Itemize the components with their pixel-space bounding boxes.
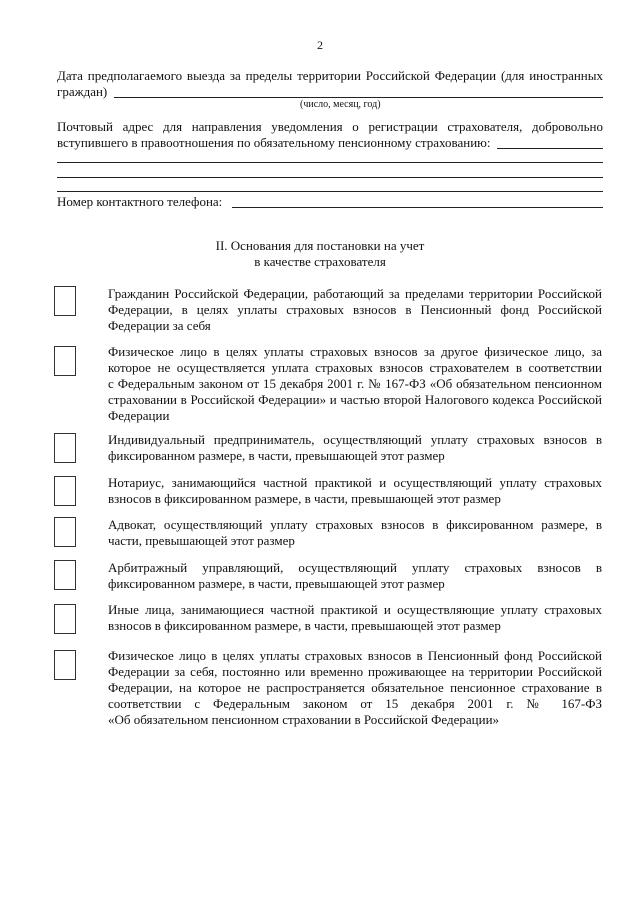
option-checkbox-entrepreneur[interactable] bbox=[54, 433, 76, 463]
page-number: 2 bbox=[317, 38, 323, 52]
phone-field[interactable] bbox=[232, 207, 603, 208]
option-text-notary: Нотариус, занимающийся частной практикой и осуществляющий уплату страховых взносов в фиксированном размере, в части, превышающей этот размер bbox=[108, 475, 602, 506]
option-text-entrepreneur: Индивидуальный предприниматель, осуществляющий уплату страховых взносов в фиксированном размере, в части, превышающей этот размер bbox=[108, 432, 602, 463]
option-text-citizen-abroad: Гражданин Российской Федерации, работающий за пределами территории Российской Федерации, в целях уплаты страховых взносов в Пенсионный фонд Российской Федерации за себя bbox=[108, 286, 602, 333]
phone-label: Номер контактного телефона: bbox=[57, 194, 223, 209]
option-text-arbitration-manager: Арбитражный управляющий, осуществляющий уплату страховых взносов в фиксированном размере, в части, превышающей этот размер bbox=[108, 560, 602, 591]
option-checkbox-lawyer[interactable] bbox=[54, 517, 76, 547]
section-title-line2: в качестве страхователя bbox=[254, 254, 386, 269]
departure-label-line1: Дата предполагаемого выезда за пределы территории Российской Федерации (для иностранных bbox=[57, 68, 603, 83]
section-title-line1: II. Основания для постановки на учет bbox=[215, 238, 425, 253]
option-text-lawyer: Адвокат, осуществляющий уплату страховых взносов в фиксированном размере, в части, превышающей этот размер bbox=[108, 517, 602, 548]
option-text-resident: Физическое лицо в целях уплаты страховых взносов в Пенсионный фонд Российской Федерации за себя, постоянно или временно проживающее на территории Российской Федерации, на которое не распространяется обязательное пенсионное страхование в соответствии с Федеральным законом от 15 декабря 2001 г. № 167-ФЗ «Об обязательном пенсионном страховании в Российской Федерации» bbox=[108, 648, 602, 727]
option-text-other-person: Физическое лицо в целях уплаты страховых взносов за другое физическое лицо, за которое не осуществляется уплата страховых взносов страхователем в соответствии с Федеральным законом от 15 декабря 2001 г. № 167-ФЗ «Об обязательном пенсионном страховании в Российской Федерации» и частью второй Налогового кодекса Российской Федерации bbox=[108, 344, 602, 423]
departure-date-field[interactable] bbox=[114, 97, 603, 98]
option-text-private-practice: Иные лица, занимающиеся частной практикой и осуществляющие уплату страховых взносов в фиксированном размере, в части, превышающей этот размер bbox=[108, 602, 602, 633]
postal-address-field-1[interactable] bbox=[497, 148, 603, 149]
option-checkbox-notary[interactable] bbox=[54, 476, 76, 506]
departure-label-line2: граждан) bbox=[57, 84, 108, 99]
postal-label-line1: Почтовый адрес для направления уведомления о регистрации страхователя, добровольно bbox=[57, 119, 603, 134]
postal-address-field-2[interactable] bbox=[57, 162, 603, 163]
option-checkbox-citizen-abroad[interactable] bbox=[54, 286, 76, 316]
departure-date-hint: (число, месяц, год) bbox=[300, 99, 381, 110]
postal-address-field-4[interactable] bbox=[57, 191, 603, 192]
option-checkbox-arbitration-manager[interactable] bbox=[54, 560, 76, 590]
postal-address-field-3[interactable] bbox=[57, 177, 603, 178]
option-checkbox-other-person[interactable] bbox=[54, 346, 76, 376]
option-checkbox-private-practice[interactable] bbox=[54, 604, 76, 634]
postal-label-line2: вступившего в правоотношения по обязательному пенсионному страхованию: bbox=[57, 135, 491, 150]
option-checkbox-resident[interactable] bbox=[54, 650, 76, 680]
